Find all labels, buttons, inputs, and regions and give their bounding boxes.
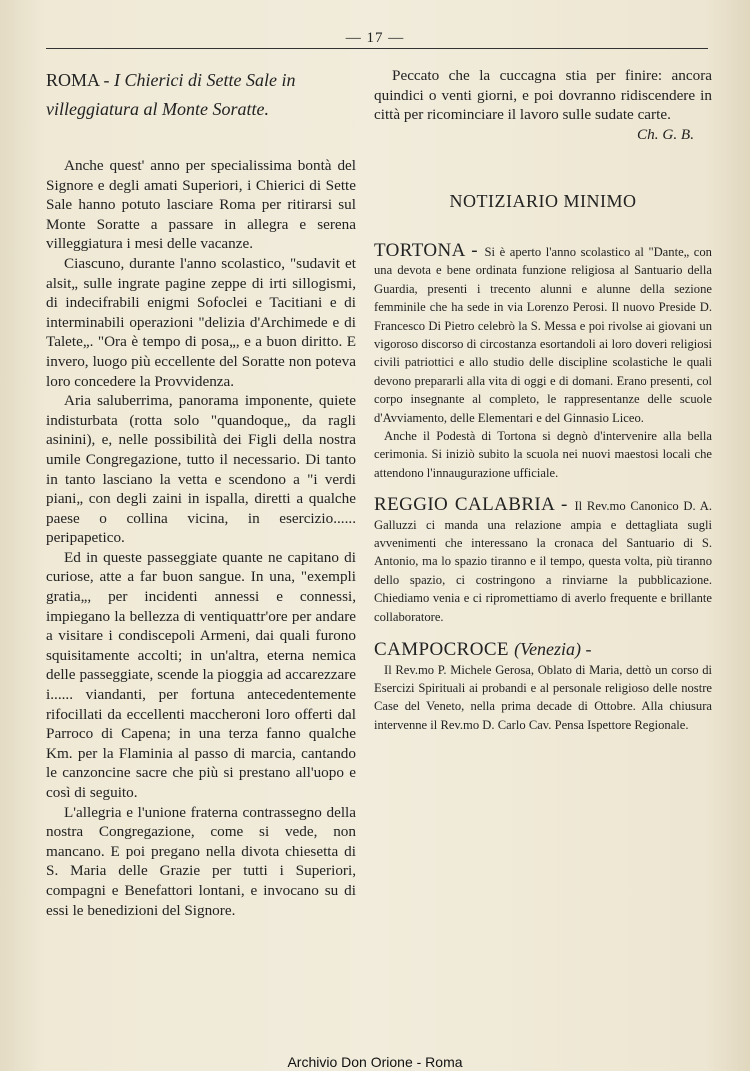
right-column [374, 66, 712, 734]
news-place-reggio: REGGIO CALABRIA - [374, 494, 575, 516]
news-text: Si è aperto l'anno scolastico al "Dante„ con una devota e bene ordinata funzione religiosa al Santuario della Guardia, presenti i trecento alunni e alunne della sezione femminile che ha sede in via Lorenzo Perosi. Il nuovo Preside D. Francesco Di Pietro celebrò la S. Messa e poi rivolse ai giovani un vigoroso discorso di circostanza esortandoli ai loro doveri religiosi civili patriottici e allo studio delle discipline scolastiche le quali devono prepararli alla vita di oggi e di domani. Erano presenti, col corpo insegnante al completo, le rappresentanze delle scuole d'Avviamento, delle Elementari e del Ginnasio Liceo. [374, 244, 712, 425]
news-region-campocroce: (Venezia) - [514, 639, 592, 660]
news-campocroce [374, 640, 712, 734]
notiziario-title: NOTIZIARIO MINIMO [449, 191, 637, 212]
article-paragraph-continued: L'allegria e l'unione fraterna contrassegno della nostra Congregazione, come si vede, non mancano. E poi pregano nella divota chiesetta di S. Maria delle Grazie per tutti i Superiori, compagni e Benefattori lontani, e invocano su di essi le benedizioni del Signore. [46, 803, 356, 919]
archive-footer: Archivio Don Orione - Roma [287, 1054, 463, 1070]
news-tortona [374, 239, 712, 482]
article-paragraph: Aria saluberrima, panorama imponente, quiete indisturbata (rotta solo "quandoque„ da ragli asinini), e, nelle possibilità dei Figli della nostra umile Congregazione, tutto il necessario. Di tanto in tanto lasciano la vetta e scendono a "i verdi piani„ con degli zaini in ispalla, diretti a qualche paese o collina vicina, in esercizio...... peripapetico. [46, 392, 356, 547]
article-paragraph: Peccato che la cuccagna stia per finire: ancora quindici o venti giorni, e poi dovranno ridiscendere in città per ricominciare il lavoro sulle sudate carte. [374, 67, 712, 124]
news-text: Il Rev.mo P. Michele Gerosa, Oblato di Maria, dettò un corso di Esercizi Spirituali ai probandi e al personale religioso delle nostre Case del Veneto, nella prima decade di Ottobre. Alla chiusura intervenne il Rev.mo D. Carlo Cav. Pensa Ispettore Regionale. [374, 662, 712, 732]
page-number: — 17 — [345, 30, 405, 46]
news-text: Il Rev.mo Canonico D. A. Galluzzi ci manda una relazione ampia e dettagliata sugli avvenimenti che interessano la cronaca del Santuario di S. Antonio, ma lo spazio tiranno e il tempo, questa volta, più tiranno dello spazio, ci costringono a rinviarne la pubblicazione. Chiediamo venia e ci ripromettiamo di averlo frequente e brillante collaboratore. [374, 499, 712, 624]
news-reggio [374, 496, 712, 626]
article-title-rest: I Chierici di Sette Sale in villeggiatura al Monte Soratte. [46, 70, 296, 119]
news-place-tortona: TORTONA - [374, 239, 485, 261]
article-paragraph: Ciascuno, durante l'anno scolastico, "sudavit et alsit„ sulle ingrate pagine zeppe di irti sillogismi, di indecifrabili enigmi Sofoclei e Tacitiani e di interminabili operazioni "delizia d'Archimede e di Talete„. "Ora è tempo di posa„, e a buon diritto. E invero, luogo più eccellente del Soratte non poteva loro concedere la Provvidenza. [46, 254, 356, 390]
article-paragraph: Ed in queste passeggiate quante ne capitano di curiose, atte a far buon sangue. In una, "exempli gratia„, per incidenti annessi e connessi, impiegano la bellezza di ventiquattr'ore per andare a visitare i condiscepoli Armeni, dai quali furono squisitamente accolti; in un'altra, eterna nemica delle passeggiate, scende la pioggia ad accarezzare i...... viandanti, per fortuna antecedentemente rifocillati da eccellenti maccheroni loro offerti dal Parroco di Capena; in una terza fanno qualche Km. per la Flaminia al passo di marcia, cantando le canzoncine sacre che più si prestano all'uopo e così di seguito. [46, 548, 356, 801]
news-place-campocroce: CAMPOCROCE [374, 639, 515, 661]
article-title [46, 66, 356, 124]
news-text: Anche il Podestà di Tortona si degnò d'intervenire alla bella cerimonia. Si iniziò subito la scuola nei nuovi maestosi locali che attendono l'innaugurazione ufficiale. [374, 429, 712, 480]
article-title-place: ROMA - [46, 70, 115, 90]
header-rule [46, 48, 708, 49]
article-paragraph: Anche quest' anno per specialissima bontà del Signore e degli amati Superiori, i Chierici di Sette Sale hanno potuto lasciare Roma per ritirarsi sul Monte Soratte a passare in allegra e serena villeggiatura i mesi delle vacanze. [46, 157, 356, 253]
left-column [46, 66, 356, 920]
article-signature: Ch. G. B. [637, 125, 694, 143]
